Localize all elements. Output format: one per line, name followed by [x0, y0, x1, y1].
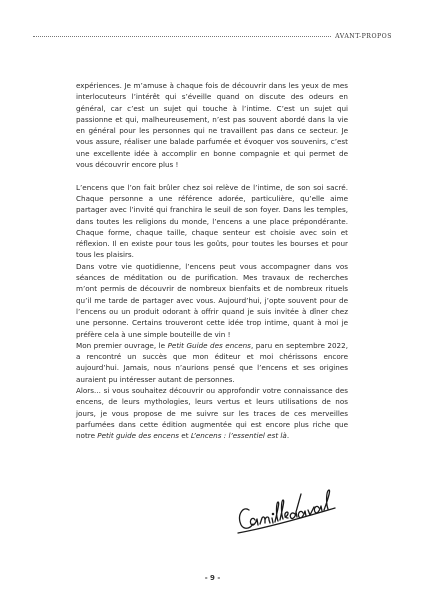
body-text [76, 80, 348, 442]
handwritten-signature [235, 480, 345, 544]
page-number: - 9 - [204, 574, 221, 582]
paragraph: Alors... si vous souhaitez découvrir ou approfondir votre connaissance des encens, de leurs mythologies, leurs vertus et leurs utilisations de nos jours, je vous propose de me suivre sur les traces de ces merveilles parfumées dans cette édition augmentée qui est encore plus riche que notre Petit guide des encens et L’encens : l’essentiel est là. [76, 386, 348, 441]
book-title: L’encens : l’essentiel est là [190, 431, 287, 441]
book-title: Petit Guide des encens [167, 340, 251, 350]
paragraph: L’encens que l’on fait brûler chez soi relève de l’intime, de son soi sacré. Chaque personne a une référence adorée, particulière, qu’elle aime partager avec l’invité qui franchira le seuil de son foyer. Dans les temples, dans toutes les religions du monde, l’encens a une place prépondérante. Chaque forme, chaque taille, chaque senteur est choisie avec soin et réflexion. Il en existe pour tous les goûts, pour toutes les bourses et pour tous les plaisirs. [76, 182, 348, 260]
paragraph: expériences. Je m’amuse à chaque fois de découvrir dans les yeux de mes interlocuteurs l’intérêt qui s’éveille quand on discute des odeurs en général, car c’est un sujet qui touche à l’intime. C’est un sujet qui passionne et qui, malheureusement, n’est pas souvent abordé dans la vie en général pour les personnes qui ne travaillent pas dans ce secteur. Je vous assure, réaliser une balade parfumée et évoquer vos souvenirs, c’est une excellente idée à accomplir en bonne compagnie et qui permet de vous découvrir encore plus ! [76, 81, 348, 170]
signature-image [235, 480, 345, 540]
book-title: Petit guide des encens [97, 431, 180, 441]
paragraph: Dans votre vie quotidienne, l’encens peut vous accompagner dans vos séances de méditation ou de purification. Mes travaux de recherches m’ont permis de découvrir de nombreux bienfaits et de nombreux rituels qu’il me tarde de partager avec vous. Aujourd’hui, j’opte souvent pour de l’encens ou un produit odorant à offrir quand je suis invitée à dîner chez une personne. Certains trouveront cette idée trop intime, quant à moi je préfère cela à une simple bouteille de vin ! [76, 261, 348, 339]
paragraph: Mon premier ouvrage, le Petit Guide des encens, paru en septembre 2022, a rencontré un succès que mon éditeur et moi chérissons encore aujourd’hui. Jamais, nous n’aurions pensé que l’encens et ses origines auraient pu intéresser autant de personnes. [76, 340, 348, 384]
running-header [33, 33, 392, 40]
section-title: AVANT-PROPOS [335, 33, 392, 40]
header-dotted-rule [33, 36, 331, 37]
